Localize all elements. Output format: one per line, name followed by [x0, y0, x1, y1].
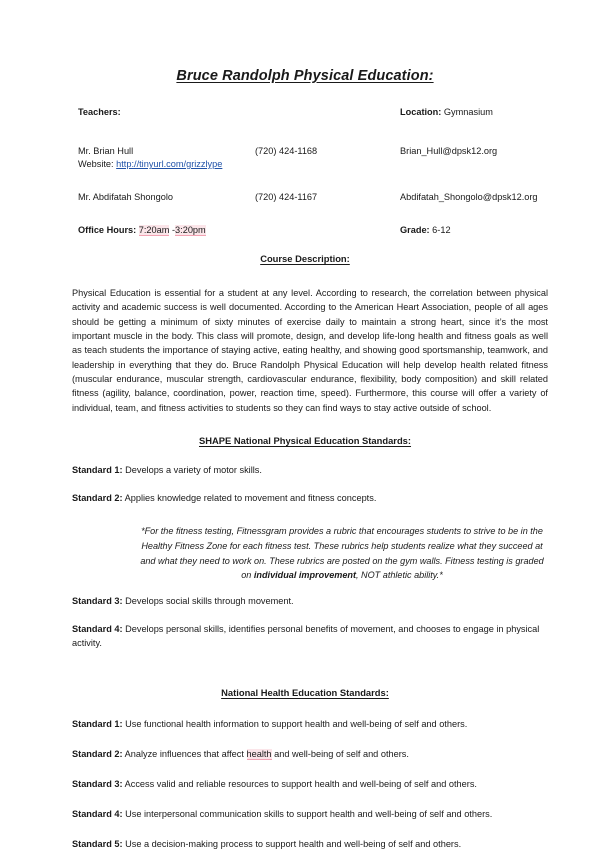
contact-row-website [78, 158, 548, 171]
fitness-testing-note [0, 524, 610, 583]
contact-row-teacher-2 [78, 191, 548, 204]
shape-standard-3 [0, 595, 610, 609]
office-hours-field [78, 224, 206, 237]
website-field [78, 158, 222, 171]
health-standard-2-flagged-word: health [246, 748, 272, 759]
teacher-1-email: Brian_Hull@dpsk12.org [400, 146, 498, 156]
office-hours-start: 7:20am [138, 225, 170, 235]
health-standard-5-label: Standard 5: [72, 838, 123, 849]
fitness-note-part-2: , NOT athletic ability.* [355, 570, 443, 581]
fitness-note-emphasis: individual improvement [253, 570, 356, 581]
grade-field [400, 224, 451, 237]
website-label: Website: [78, 159, 117, 169]
health-standard-1-text: Use functional health information to support health and well-being of self and others. [122, 718, 468, 729]
health-standard-2-text-before: Analyze influences that affect [122, 748, 247, 759]
course-description-heading: Course Description: [260, 253, 350, 264]
health-standard-3-label: Standard 3: [72, 778, 123, 789]
course-description-paragraph: Physical Education is essential for a student at any level. According to research, the correlation between physical activity and academic success is well documented. According to the American Heart Association, people of all ages should be getting a minimum of sixty minutes of exercise daily to maintain a strong heart, since it’s the most important muscle in the body. This class will promote, design, and develop life-long health and fitness goals as well as teach students the importance of staying active, eating healthy, and showing good sportsmanship, teamwork, and leadership in everything that they do. Bruce Randolph Physical Education will help develop health related fitness (muscular endurance, muscular strength, cardiovascular endurance, flexibility, body composition) and skill related fitness (agility, balance, coordination, power, reaction time, speed). Furthermore, this course will offer a variety of individual, team, and fitness activities to students so they can find ways to stay active outside of school. [72, 288, 548, 413]
health-standards-heading: National Health Education Standards: [221, 686, 389, 698]
health-standard-5 [0, 838, 610, 852]
shape-standard-4 [0, 623, 610, 651]
contact-row-teacher-1 [78, 145, 548, 158]
shape-standard-2 [0, 492, 610, 506]
website-link[interactable]: http://tinyurl.com/grizzlype [116, 159, 223, 169]
grade-label: Grade: [400, 225, 430, 235]
health-standard-5-text: Use a decision-making process to support health and well-being of self and others. [122, 838, 462, 849]
shape-standard-4-text: Develops personal skills, identifies personal benefits of movement, and chooses to engage in physical activity. [72, 623, 540, 648]
location-field [400, 106, 493, 119]
contact-block [0, 106, 610, 237]
shape-standard-3-text: Develops social skills through movement. [122, 595, 294, 606]
health-standard-4 [0, 808, 610, 822]
health-standard-2-label: Standard 2: [72, 748, 123, 759]
location-label: Location: [400, 107, 442, 117]
office-hours-label: Office Hours: [78, 225, 137, 235]
shape-standard-3-label: Standard 3: [72, 595, 123, 606]
teachers-label: Teachers: [78, 107, 121, 117]
shape-standard-1-text: Develops a variety of motor skills. [122, 465, 262, 476]
teacher-2-name: Mr. Abdifatah Shongolo [78, 192, 174, 202]
health-standard-2-text-after: and well-being of self and others. [271, 748, 409, 759]
health-standard-4-label: Standard 4: [72, 808, 123, 819]
health-standard-4-text: Use interpersonal communication skills to support health and well-being of self and others. [122, 808, 493, 819]
contact-row-hours-grade [78, 224, 548, 237]
shape-standards-heading: SHAPE National Physical Education Standards: [198, 435, 412, 447]
grade-value: 6-12 [429, 225, 451, 235]
health-standard-1-label: Standard 1: [72, 718, 123, 729]
teacher-1-name: Mr. Brian Hull [78, 146, 134, 156]
shape-standard-4-label: Standard 4: [72, 623, 123, 634]
contact-row-headers [78, 106, 548, 119]
health-standard-3 [0, 778, 610, 792]
health-standard-1 [0, 718, 610, 732]
office-hours-dash: - [169, 225, 176, 235]
office-hours-end: 3:20pm [175, 225, 206, 235]
teacher-1-phone: (720) 424-1168 [255, 146, 318, 156]
shape-standard-1 [0, 464, 610, 478]
fitness-note-part-1: *For the fitness testing, Fitnessgram provides a rubric that encourages students to strive to be in the Healthy Fitness Zone for each fitness test. These rubrics help students realize what they succeed at and what they need to work on. These rubrics are posted on the gym walls. Fitness testing is graded on [140, 526, 544, 581]
health-standard-3-text: Access valid and reliable resources to support health and well-being of self and others. [122, 778, 477, 789]
health-standard-2 [0, 748, 610, 762]
shape-standard-2-text: Applies knowledge related to movement and fitness concepts. [122, 493, 377, 504]
teacher-2-email: Abdifatah_Shongolo@dpsk12.org [400, 192, 538, 202]
shape-standard-2-label: Standard 2: [72, 493, 123, 504]
page-title: Bruce Randolph Physical Education: [176, 68, 434, 84]
shape-standard-1-label: Standard 1: [72, 465, 123, 476]
location-value: Gymnasium [441, 107, 493, 117]
teacher-2-phone: (720) 424-1167 [255, 192, 318, 202]
